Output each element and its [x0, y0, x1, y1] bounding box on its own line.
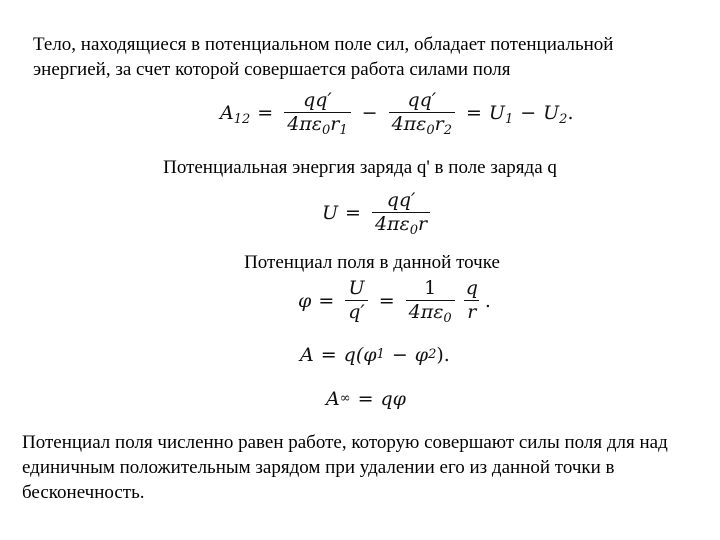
- potential-fraction-2-denominator: $4\pi\varepsilon_0$: [406, 300, 455, 323]
- work-rhs: $U_1 - U_2$.: [488, 101, 574, 127]
- potential-fraction-3-denominator: r: [464, 300, 479, 323]
- potential-fraction-1-denominator: q′: [345, 300, 367, 323]
- potential-heading: Потенциал поля в данной точке: [244, 252, 500, 273]
- energy-denominator: $4\pi\varepsilon_0r$: [372, 212, 430, 235]
- potential-lhs: φ: [298, 289, 312, 312]
- potential-formula: [298, 277, 491, 326]
- energy-fraction: [372, 189, 430, 238]
- work-potential-formula: A = q(φ 1 − φ 2 ).: [300, 344, 450, 366]
- period: .: [484, 289, 491, 312]
- potential-fraction-3: [463, 278, 481, 323]
- potential-fraction-1: [345, 278, 367, 323]
- energy-numerator: qq′: [386, 189, 416, 211]
- equals-sign: =: [318, 289, 335, 312]
- equals-sign: =: [378, 289, 395, 312]
- potential-fraction-2: [406, 277, 455, 326]
- minus-sign: −: [361, 101, 378, 124]
- energy-lhs: U: [322, 201, 339, 224]
- equals-sign: =: [345, 201, 361, 224]
- energy-heading: Потенциальная энергия заряда q' в поле заряда q: [163, 157, 557, 178]
- potential-fraction-3-numerator: q: [465, 277, 478, 299]
- work-lhs: $A_{12}$: [220, 101, 251, 127]
- energy-formula: [322, 189, 434, 238]
- fraction-2-denominator: $4\pi\varepsilon_0r_2$: [389, 112, 455, 135]
- fraction-2: [389, 89, 455, 138]
- fraction-1: [284, 89, 350, 138]
- fraction-1-numerator: qq′: [303, 89, 332, 111]
- fraction-2-numerator: qq′: [407, 89, 437, 111]
- intro-paragraph: Тело, находящиеся в потенциальном поле сил, обладает потенциальной энергией, за счет которой совершается работа силами поля: [33, 34, 614, 80]
- conclusion-paragraph: Потенциал поля численно равен работе, которую совершают силы поля для над единичным положительным зарядом при удалении его из данной точки в бесконечность.: [22, 432, 668, 503]
- potential-fraction-1-numerator: U: [348, 277, 365, 299]
- potential-fraction-2-numerator: 1: [424, 277, 437, 299]
- work-formula: [220, 89, 574, 138]
- fraction-1-denominator: $4\pi\varepsilon_0r_1$: [284, 112, 350, 135]
- equals-sign: =: [466, 101, 482, 124]
- infinity-work-formula: A ∞ = qφ: [326, 388, 406, 410]
- equals-sign: =: [257, 101, 274, 124]
